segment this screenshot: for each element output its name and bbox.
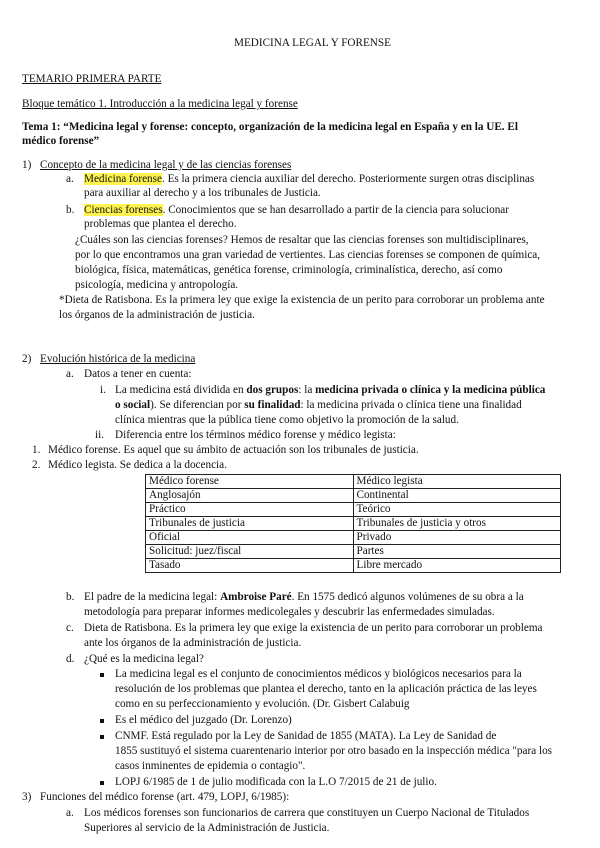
- s2-i2-part1: ). Se diferencian por: [150, 399, 245, 411]
- highlight-ciencias-forenses: Ciencias forenses: [84, 204, 163, 216]
- s2-i-line1: [115, 383, 545, 397]
- table-cell: Tribunales de justicia: [146, 517, 354, 531]
- topic-title-line1: Tema 1: “Medicina legal y forense: concepto, organización de la medicina legal en España y en la UE. El: [22, 121, 518, 133]
- s2-ii-text: Diferencia entre los términos médico forense y médico legista:: [115, 429, 396, 441]
- s1-question-line1: ¿Cuáles son las ciencias forenses? Hemos de resaltar que las ciencias forenses son multidisciplinares,: [75, 234, 529, 246]
- s2-i2-bold1: o social: [115, 399, 151, 411]
- table-row: [146, 503, 561, 517]
- s2-list-2-marker: 2.: [32, 459, 41, 471]
- s2-d3-line1: CNMF. Está regulado por la Ley de Sanidad de 1855 (MATA). La Ley de Sanidad de: [115, 730, 497, 742]
- s2-list-1-text: Médico forense. Es aquel que su ámbito de actuación son los tribunales de justicia.: [48, 444, 419, 456]
- s1-note-line2: los órganos de la administración de justicia.: [59, 309, 255, 321]
- square-bullet-icon: [100, 775, 104, 789]
- table-row: [146, 489, 561, 503]
- highlight-medicina-forense: Medicina forense: [84, 173, 162, 185]
- table-cell: Tribunales de justicia y otros: [353, 517, 561, 531]
- s1-b-marker: b.: [66, 204, 75, 216]
- s2-d1-line2: resolución de los problemas que plantea el derecho, tanto en la aplicación práctica de las leyes: [115, 683, 537, 695]
- s2-d3-line3: casos inminentes de epidemia o contagio".: [115, 760, 306, 772]
- s1-a-line1: [84, 172, 534, 186]
- s2-c-line2: ante los órganos de la administración de justicia.: [84, 637, 302, 649]
- table-row: [146, 517, 561, 531]
- s3-a-line1: Los médicos forenses son funcionarios de carrera que constituyen un Cuerpo Nacional de Titulados: [84, 807, 530, 819]
- square-bullet-icon: [100, 713, 104, 727]
- s1-a-marker: a.: [66, 173, 74, 185]
- table-header-cell: Médico forense: [146, 475, 354, 489]
- s2-i1-part1: La medicina está dividida en: [115, 384, 247, 396]
- s2-c-marker: c.: [66, 622, 74, 634]
- table-cell: Continental: [353, 489, 561, 503]
- s2-list-2-text: Médico legista. Se dedica a la docencia.: [48, 459, 227, 471]
- s2-b-line1: [84, 590, 524, 604]
- s2-b-line2: metodología para preparar informes medicolegales y descubrir las enfermedades simuladas.: [84, 606, 495, 618]
- syllabus-heading: TEMARIO PRIMERA PARTE: [22, 73, 162, 85]
- s2-d3-line2: 1855 sustituyó el sistema cuarentenario interior por otro basado en la inspección médica "para los: [115, 745, 553, 757]
- s1-b-line1: [84, 203, 509, 217]
- s2-i-line3: clínica mientras que la pública tiene como objetivo la promoción de la salud.: [115, 414, 459, 426]
- table-row: [146, 545, 561, 559]
- s2-i-line2: [115, 398, 522, 412]
- s2-i1-bold1: dos grupos: [246, 384, 299, 396]
- s1-a-rest: . Es la primera ciencia auxiliar del derecho. Posteriormente surgen otras disciplinas: [161, 173, 535, 185]
- s1-question-line2: por lo que encontramos una gran variedad de vertientes. Las ciencias forenses se componen de química,: [75, 249, 541, 261]
- s2-a-text: Datos a tener en cuenta:: [84, 368, 192, 380]
- table-header-row: [146, 475, 561, 489]
- s2-b-marker: b.: [66, 591, 75, 603]
- s2-b-part1: El padre de la medicina legal:: [84, 591, 221, 603]
- square-bullet-icon: [100, 729, 104, 743]
- table-cell: Anglosajón: [146, 489, 354, 503]
- table-cell: Tasado: [146, 559, 354, 573]
- table-cell: Oficial: [146, 531, 354, 545]
- table-row: [146, 531, 561, 545]
- table-cell: Teórico: [353, 503, 561, 517]
- s2-d4-text: LOPJ 6/1985 de 1 de julio modificada con la L.O 7/2015 de 21 de julio.: [115, 776, 437, 788]
- s1-b-rest: . Conocimientos que se han desarrollado a partir de la ciencia para solucionar: [162, 204, 509, 216]
- section-3-number: 3): [22, 791, 32, 803]
- s2-i1-bold2: medicina privada o clínica y la medicina pública: [315, 384, 546, 396]
- s2-i2-part2: : la medicina privada o clínica tiene una finalidad: [300, 399, 522, 411]
- s1-question-line4: psicología, medicina y antropología.: [75, 279, 239, 291]
- topic-title-line2: médico forense”: [22, 135, 100, 147]
- s1-b-line2: problemas que plantea el derecho.: [84, 218, 237, 230]
- table-row: [146, 559, 561, 573]
- table-cell: Práctico: [146, 503, 354, 517]
- s2-d-marker: d.: [66, 653, 75, 665]
- section-3-heading: Funciones del médico forense (art. 479, LOPJ, 6/1985):: [40, 791, 290, 803]
- s2-b-bold: Ambroise Paré: [220, 591, 292, 603]
- block-heading: Bloque temático 1. Introducción a la medicina legal y forense: [22, 98, 298, 110]
- document-title: MEDICINA LEGAL Y FORENSE: [234, 37, 391, 49]
- table-cell: Libre mercado: [353, 559, 561, 573]
- section-2-heading: Evolución histórica de la medicina: [40, 353, 196, 365]
- s2-list-1-marker: 1.: [32, 444, 41, 456]
- section-1-number: 1): [22, 159, 32, 171]
- s2-i-marker: i.: [100, 384, 106, 396]
- s2-a-marker: a.: [66, 368, 74, 380]
- s1-a-line2: para auxiliar al derecho y a los tribunales de Justicia.: [84, 187, 321, 199]
- table-cell: Partes: [353, 545, 561, 559]
- section-2-number: 2): [22, 353, 32, 365]
- s2-i2-bold2: su finalidad: [244, 399, 301, 411]
- s2-c-line1: Dieta de Ratisbona. Es la primera ley que exige la existencia de un perito para corroborar un problema: [84, 622, 543, 634]
- s2-b-part2: . En 1575 dedicó algunos volúmenes de su obra a la: [291, 591, 524, 603]
- s2-ii-marker: ii.: [95, 429, 105, 441]
- table-cell: Privado: [353, 531, 561, 545]
- s2-d1-line1: La medicina legal es el conjunto de conocimientos médicos y biológicos necesarios para la: [115, 668, 522, 680]
- s3-a-line2: Superiores al servicio de la Administración de Justicia.: [84, 822, 330, 834]
- table-cell: Solicitud: juez/fiscal: [146, 545, 354, 559]
- table-header-cell: Médico legista: [353, 475, 561, 489]
- comparison-table: [145, 474, 561, 573]
- section-1-heading: Concepto de la medicina legal y de las ciencias forenses: [40, 159, 292, 171]
- s1-note-line1: *Dieta de Ratisbona. Es la primera ley que exige la existencia de un perito para corroborar un problema ante: [59, 294, 545, 306]
- square-bullet-icon: [100, 667, 104, 681]
- s2-d-text: ¿Qué es la medicina legal?: [84, 653, 204, 665]
- s3-a-marker: a.: [66, 807, 74, 819]
- s2-d2-text: Es el médico del juzgado (Dr. Lorenzo): [115, 714, 292, 726]
- s1-question-line3: biológica, física, matemáticas, genética forense, criminología, criminalística, derecho, así como: [75, 264, 503, 276]
- s2-d1-line3: como en su perfeccionamiento y evolución. (Dr. Gisbert Calabuig: [115, 698, 410, 710]
- s2-i1-part2: : la: [298, 384, 316, 396]
